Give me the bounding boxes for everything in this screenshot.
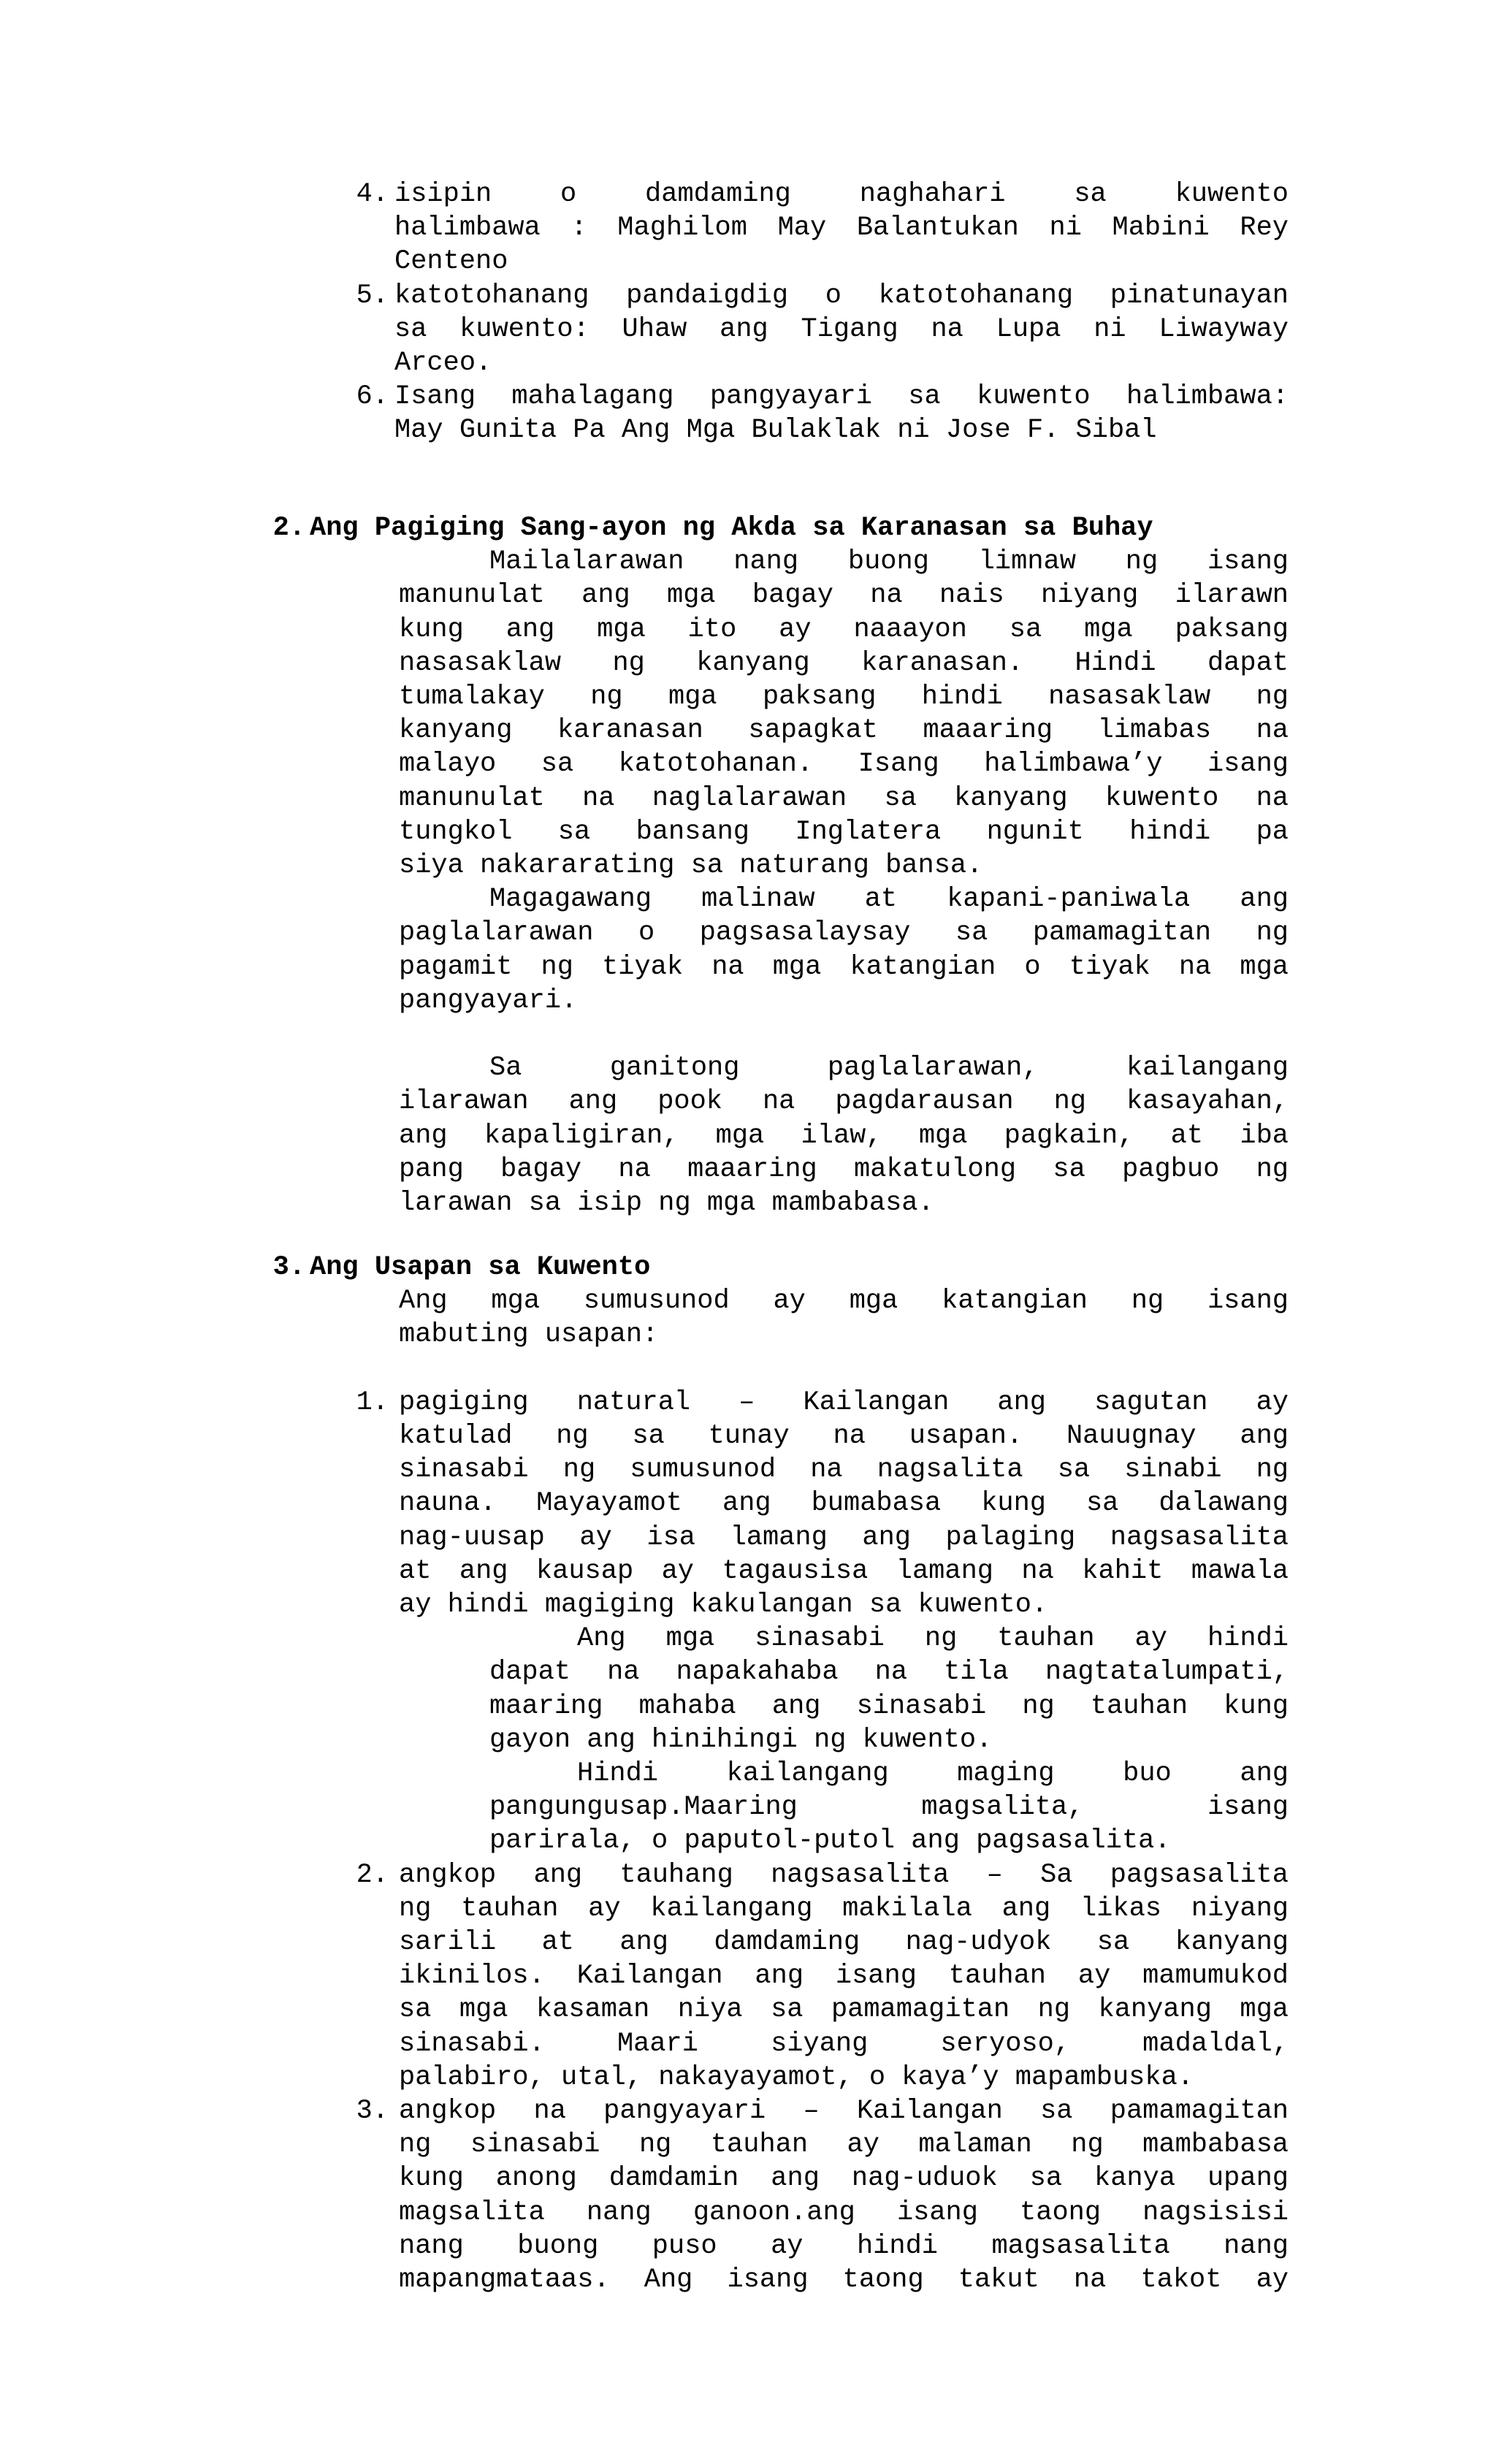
intro-line: mabuting usapan:	[399, 1319, 659, 1351]
paragraph-line: Magagawang malinaw at kapani-paniwala ang	[489, 884, 1289, 915]
usapan-item-text: palabiro, utal, nakayayamot, o kaya’y mapambuska.	[399, 2061, 1194, 2093]
list-item-number: 4.	[356, 179, 389, 210]
paragraph-line: kung ang mga ito ay naaayon sa mga paksang	[399, 614, 1289, 645]
list-item-number: 5.	[356, 280, 389, 311]
usapan-item-text: ng tauhan ay kailangang makilala ang likas niyang	[399, 1893, 1289, 1924]
list-item-text: katotohanang pandaigdig o katotohanang pinatunayan	[394, 280, 1289, 311]
usapan-item-text: sarili at ang damdaming nag-udyok sa kanyang	[399, 1927, 1289, 1958]
list-item-number: 6.	[356, 381, 389, 413]
usapan-item-text: nauna. Mayayamot ang bumabasa kung sa dalawang	[399, 1488, 1289, 1519]
usapan-item-number: 2.	[356, 1859, 389, 1891]
section-heading: Ang Usapan sa Kuwento	[310, 1252, 651, 1283]
usapan-item-number: 1.	[356, 1387, 389, 1418]
list-item-text: Isang mahalagang pangyayari sa kuwento halimbawa:	[394, 381, 1289, 413]
list-item-text: May Gunita Pa Ang Mga Bulaklak ni Jose F. Sibal	[394, 415, 1157, 446]
usapan-item-text: magsalita nang ganoon.ang isang taong nagsisisi	[399, 2197, 1289, 2228]
paragraph-line: tumalakay ng mga paksang hindi nasasaklaw ng	[399, 682, 1289, 712]
paragraph-line: pangyayari.	[399, 985, 578, 1016]
sub-paragraph-line: gayon ang hinihingi ng kuwento.	[489, 1724, 993, 1755]
usapan-item-number: 3.	[356, 2096, 389, 2127]
usapan-item-text: ay hindi magiging kakulangan sa kuwento.	[399, 1590, 1048, 1620]
usapan-item-text: kung anong damdamin ang nag-uduok sa kanya upang	[399, 2163, 1289, 2194]
paragraph-line: malayo sa katotohanan. Isang halimbawa’y isang	[399, 749, 1289, 780]
paragraph-line: tungkol sa bansang Inglatera ngunit hindi pa	[399, 816, 1289, 847]
paragraph-line: paglalarawan o pagsasalaysay sa pamamagitan ng	[399, 918, 1289, 949]
usapan-item-text: ng sinasabi ng tauhan ay malaman ng mambabasa	[399, 2129, 1289, 2161]
usapan-item-text: mapangmataas. Ang isang taong takut na takot ay	[399, 2265, 1289, 2295]
usapan-item-text: nang buong puso ay hindi magsasalita nang	[399, 2230, 1289, 2262]
sub-paragraph-line: maaring mahaba ang sinasabi ng tauhan kung	[489, 1690, 1289, 1722]
list-item-text: isipin o damdaming naghahari sa kuwento	[394, 179, 1289, 210]
sub-paragraph-line: Hindi kailangang maging buo ang	[577, 1758, 1289, 1789]
usapan-item-text: angkop na pangyayari – Kailangan sa pamamagitan	[399, 2096, 1289, 2127]
usapan-item-text: nag-uusap ay isa lamang ang palaging nagsasalita	[399, 1522, 1289, 1553]
usapan-item-text: pagiging natural – Kailangan ang sagutan ay	[399, 1387, 1289, 1418]
section-number: 2.	[272, 513, 305, 543]
sub-paragraph-line: dapat na napakahaba na tila nagtatalumpati,	[489, 1657, 1289, 1688]
list-item-text: sa kuwento: Uhaw ang Tigang na Lupa ni Liwayway	[394, 313, 1289, 345]
usapan-item-text: ikinilos. Kailangan ang isang tauhan ay mamumukod	[399, 1961, 1289, 1992]
paragraph-line: Sa ganitong paglalarawan, kailangang	[489, 1053, 1289, 1084]
paragraph-line: Mailalarawan nang buong limnaw ng isang	[489, 546, 1289, 578]
usapan-item-text: at ang kausap ay tagausisa lamang na kahit mawala	[399, 1555, 1289, 1587]
intro-line: Ang mga sumusunod ay mga katangian ng isang	[399, 1286, 1289, 1317]
paragraph-line: pang bagay na maaaring makatulong sa pagbuo ng	[399, 1153, 1289, 1185]
usapan-item-text: sa mga kasaman niya sa pamamagitan ng kanyang mga	[399, 1994, 1289, 2026]
sub-paragraph-line: Ang mga sinasabi ng tauhan ay hindi	[577, 1623, 1289, 1655]
usapan-item-text: sinasabi. Maari siyang seryoso, madaldal,	[399, 2028, 1289, 2059]
sub-paragraph-line: pangungusap.Maaring magsalita, isang	[489, 1792, 1289, 1823]
paragraph-line: manunulat na naglalarawan sa kanyang kuwento na	[399, 782, 1289, 814]
paragraph-line: manunulat ang mga bagay na nais niyang ilarawn	[399, 580, 1289, 611]
usapan-item-text: katulad ng sa tunay na usapan. Nauugnay ang	[399, 1421, 1289, 1452]
paragraph-line: ilarawan ang pook na pagdarausan ng kasayahan,	[399, 1086, 1289, 1118]
paragraph-line: nasasaklaw ng kanyang karanasan. Hindi dapat	[399, 647, 1289, 679]
paragraph-line: pagamit ng tiyak na mga katangian o tiyak na mga	[399, 951, 1289, 983]
list-item-text: halimbawa : Maghilom May Balantukan ni Mabini Rey	[394, 213, 1289, 244]
usapan-item-text: sinasabi ng sumusunod na nagsalita sa sinabi ng	[399, 1454, 1289, 1486]
paragraph-line: larawan sa isip ng mga mambabasa.	[399, 1188, 934, 1218]
usapan-item-text: angkop ang tauhang nagsasalita – Sa pagsasalita	[399, 1859, 1289, 1891]
paragraph-line: kanyang karanasan sapagkat maaaring limabas na	[399, 715, 1289, 747]
list-item-text: Centeno	[394, 246, 508, 278]
list-item-text: Arceo.	[394, 348, 492, 378]
section-heading: Ang Pagiging Sang-ayon ng Akda sa Karanasan sa Buhay	[310, 513, 1153, 543]
section-number: 3.	[272, 1252, 305, 1283]
paragraph-line: ang kapaligiran, mga ilaw, mga pagkain, at iba	[399, 1120, 1289, 1151]
sub-paragraph-line: parirala, o paputol-putol ang pagsasalita.	[489, 1826, 1171, 1857]
paragraph-line: siya nakararating sa naturang bansa.	[399, 850, 983, 881]
